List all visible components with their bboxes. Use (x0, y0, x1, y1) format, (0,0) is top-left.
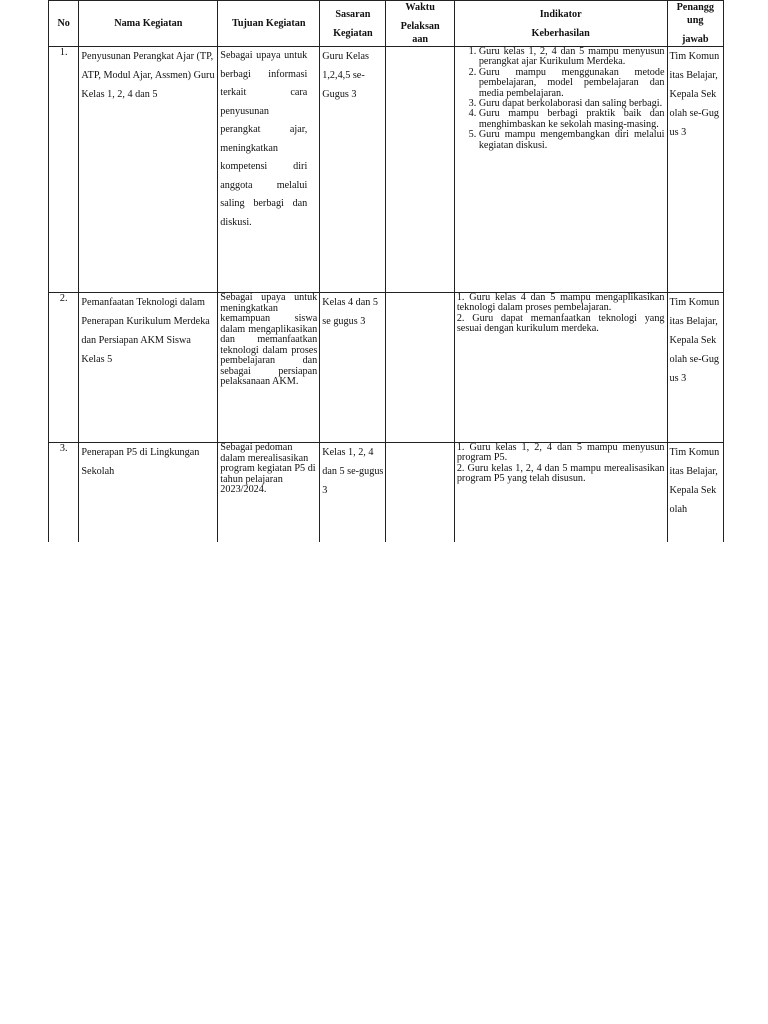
header-nama-kegiatan: Nama Kegiatan (79, 1, 218, 47)
activity-target: Kelas 4 dan 5 se gugus 3 (320, 293, 386, 443)
activity-table (48, 0, 724, 544)
header-row (49, 1, 724, 47)
success-indicator (454, 443, 667, 544)
indicator-item: 1. Guru kelas 4 dan 5 mampu mengaplikasikan teknologi dalam proses pembelajaran. (456, 292, 665, 314)
header-waktu-pelaksanaan: Waktu Pelaksan aan (386, 1, 454, 47)
activity-goal: Sebagai pedoman dalam merealisasikan program kegiatan P5 di tahun pelajaran 2023/2024. (218, 443, 320, 544)
indicator-item: 1. Guru kelas 1, 2, 4 dan 5 mampu menyusun program P5. (456, 442, 665, 464)
row-number: 2. (49, 293, 79, 443)
blank-page-area (0, 542, 768, 1024)
list-item: 4. Guru mampu berbagi praktik baik dan menghimbaskan ke sekolah masing-masing. (479, 109, 665, 130)
activity-goal: Sebagai upaya untuk berbagi informasi terkait cara penyusunan perangkat ajar, meningkatkan kompetensi diri anggota melalui saling berbagi dan diskusi. (218, 47, 320, 293)
list-item: 1. Guru kelas 1, 2, 4 dan 5 mampu menyusun perangkat ajar Kurikulum Merdeka. (479, 47, 665, 68)
indicator-item: 2. Guru kelas 1, 2, 4 dan 5 mampu merealisasikan program P5 yang telah disusun. (456, 462, 665, 485)
responsible-party: Tim Komunitas Belajar, Kepala Sekolah se-Gugus 3 (667, 293, 723, 443)
activity-time (386, 443, 454, 544)
header-no: No (49, 1, 79, 47)
activity-target: Guru Kelas 1,2,4,5 se-Gugus 3 (320, 47, 386, 293)
list-item: 5. Guru mampu mengembangkan diri melalui kegiatan diskusi. (479, 130, 665, 151)
activity-name: Pemanfaatan Teknologi dalam Penerapan Kurikulum Merdeka dan Persiapan AKM Siswa Kelas 5 (79, 293, 218, 443)
success-indicator (454, 47, 667, 293)
indicator-item: 2. Guru dapat memanfaatkan teknologi yang sesuai dengan kurikulum merdeka. (456, 312, 665, 335)
header-tujuan-kegiatan: Tujuan Kegiatan (218, 1, 320, 47)
responsible-party: Tim Komunitas Belajar, Kepala Sekolah se-Gugus 3 (667, 47, 723, 293)
row-number: 1. (49, 47, 79, 293)
header-penanggung-jawab: Penangg ung jawab (667, 1, 723, 47)
table-row (49, 443, 724, 544)
row-number: 3. (49, 443, 79, 544)
activity-name: Penyusunan Perangkat Ajar (TP, ATP, Modul Ajar, Assmen) Guru Kelas 1, 2, 4 dan 5 (79, 47, 218, 293)
success-indicator (454, 293, 667, 443)
activity-goal: Sebagai upaya untuk meningkatkan kemampuan siswa dalam mengaplikasikan dan memanfaatkan teknologi dalam proses pembelajaran dan sebagai persiapan pelaksanaan AKM. (218, 293, 320, 443)
table-row (49, 47, 724, 293)
activity-target: Kelas 1, 2, 4 dan 5 se-gugus 3 (320, 443, 386, 544)
activity-name: Penerapan P5 di Lingkungan Sekolah (79, 443, 218, 544)
activity-time (386, 47, 454, 293)
list-item: 2. Guru mampu menggunakan metode pembelajaran, model pembelajaran dan media pembelajaran. (479, 68, 665, 99)
header-sasaran-kegiatan: Sasaran Kegiatan (320, 1, 386, 47)
indicator-list (457, 47, 665, 151)
header-indikator: Indikator Keberhasilan (454, 1, 667, 47)
responsible-party: Tim Komunitas Belajar, Kepala Sekolah (667, 443, 723, 544)
activity-time (386, 293, 454, 443)
table-row (49, 293, 724, 443)
list-item: 3. Guru dapat berkolaborasi dan saling berbagi. (479, 99, 665, 109)
